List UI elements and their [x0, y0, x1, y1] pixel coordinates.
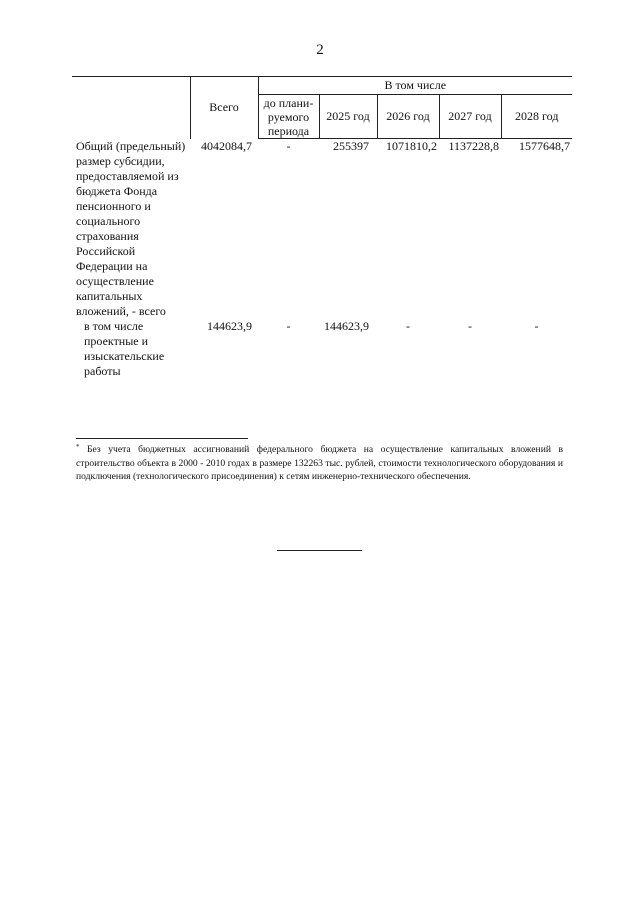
footnote-separator [76, 438, 248, 439]
cell-2028: - [534, 318, 539, 333]
header-2028: 2028 год [501, 95, 572, 139]
header-label-cell [72, 77, 190, 139]
header-including: В том числе [258, 77, 572, 95]
cell-2026: 1071810,2 [386, 139, 437, 153]
cell-before-period: - [286, 139, 291, 153]
header-total: Всего [190, 77, 258, 139]
cell-total: 144623,9 [207, 318, 252, 333]
footnote-marker: * [76, 443, 80, 451]
page-number: 2 [316, 42, 324, 58]
end-of-document-rule [277, 550, 362, 551]
row-label: Общий (предельный) размер субсидии, предоставляемой из бюджета Фонда пенсионного и социального страхования Российской Федерации на осуществление капитальных вложений, - всего [76, 138, 186, 318]
header-2027: 2027 год [439, 95, 501, 139]
budget-table-container [72, 76, 572, 379]
cell-2026: - [406, 318, 410, 333]
cell-2027: - [468, 318, 472, 333]
cell-2025: 144623,9 [324, 318, 369, 333]
header-before-period: до плани- руемого периода [258, 95, 319, 139]
cell-2027: 1137228,8 [448, 139, 499, 153]
cell-total: 4042084,7 [201, 138, 252, 153]
cell-2025: 255397 [333, 139, 369, 153]
header-2025: 2025 год [319, 95, 377, 139]
header-2026: 2026 год [377, 95, 439, 139]
footnote-text: Без учета бюджетных ассигнований федерального бюджета на осуществление капитальных вложений в строительство объекта в 2000 - 2010 годах в размере 132263 тыс. рублей, стоимости технологического оборудования и подключения (технологического присоединения) к сетям инженерно-технического обеспечения. [76, 444, 563, 483]
table-row [72, 139, 572, 319]
row-label: в том числе проектные и изыскательские работы [84, 318, 165, 378]
cell-before-period: - [286, 318, 291, 333]
budget-table [72, 76, 572, 379]
footnote [76, 443, 563, 484]
cell-2028: 1577648,7 [519, 139, 570, 153]
table-row [72, 319, 572, 379]
table-header-row [72, 77, 572, 95]
